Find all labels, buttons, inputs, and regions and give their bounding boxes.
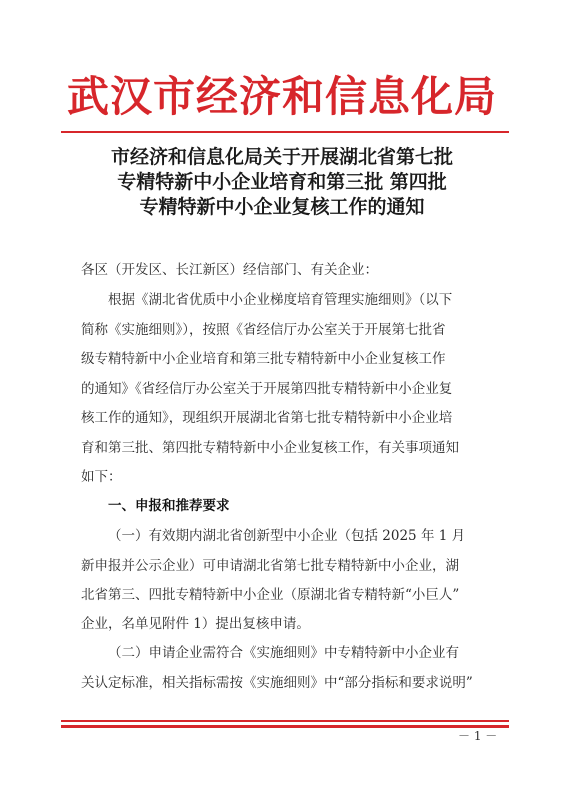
section-heading: 一、申报和推荐要求	[108, 498, 230, 514]
title-line: 专精特新中小企业培育和第三批 第四批	[117, 171, 447, 193]
masthead-divider	[61, 131, 509, 133]
notice-title	[0, 145, 564, 220]
body-line: 核工作的通知》，现组织开展湖北省第七批专精特新中小企业培	[81, 410, 453, 426]
body-line: 简称《实施细则》），按照《省经信厅办公室关于开展第七批省	[81, 322, 446, 338]
body-line: （一）有效期内湖北省创新型中小企业（包括 2025 年 1 月	[108, 528, 466, 544]
salutation: 各区（开发区、长江新区）经信部门、有关企业：	[81, 262, 378, 278]
title-line: 专精特新中小企业复核工作的通知	[139, 196, 425, 218]
body-line: 的通知》《省经信厅办公室关于开展第四批专精特新中小企业复	[81, 381, 453, 397]
masthead-title: 武汉市经济和信息化局	[66, 72, 497, 121]
footer-divider-thin	[61, 720, 509, 722]
body-line: （二）申请企业需符合《实施细则》中专精特新中小企业有	[108, 645, 459, 661]
page-number: － 1 －	[458, 729, 498, 743]
footer-divider-thick	[61, 725, 509, 728]
body-line: 关认定标准，相关指标需按《实施细则》中“部分指标和要求说明”	[81, 675, 473, 691]
body-line: 根据《湖北省优质中小企业梯度培育管理实施细则》（以下	[108, 292, 453, 308]
body-line: 如下：	[81, 469, 122, 485]
body-line: 级专精特新中小企业培育和第三批专精特新中小企业复核工作	[81, 351, 446, 367]
body-line: 北省第三、四批专精特新中小企业（原湖北省专精特新“小巨人”	[81, 587, 460, 603]
body-line: 新申报并公示企业）可申请湖北省第七批专精特新中小企业，湖	[81, 558, 459, 574]
title-line: 市经济和信息化局关于开展湖北省第七批	[110, 146, 453, 168]
body-line: 企业，名单见附件 1）提出复核申请。	[81, 616, 310, 632]
body-line: 育和第三批、第四批专精特新中小企业复核工作，有关事项通知	[81, 440, 459, 456]
